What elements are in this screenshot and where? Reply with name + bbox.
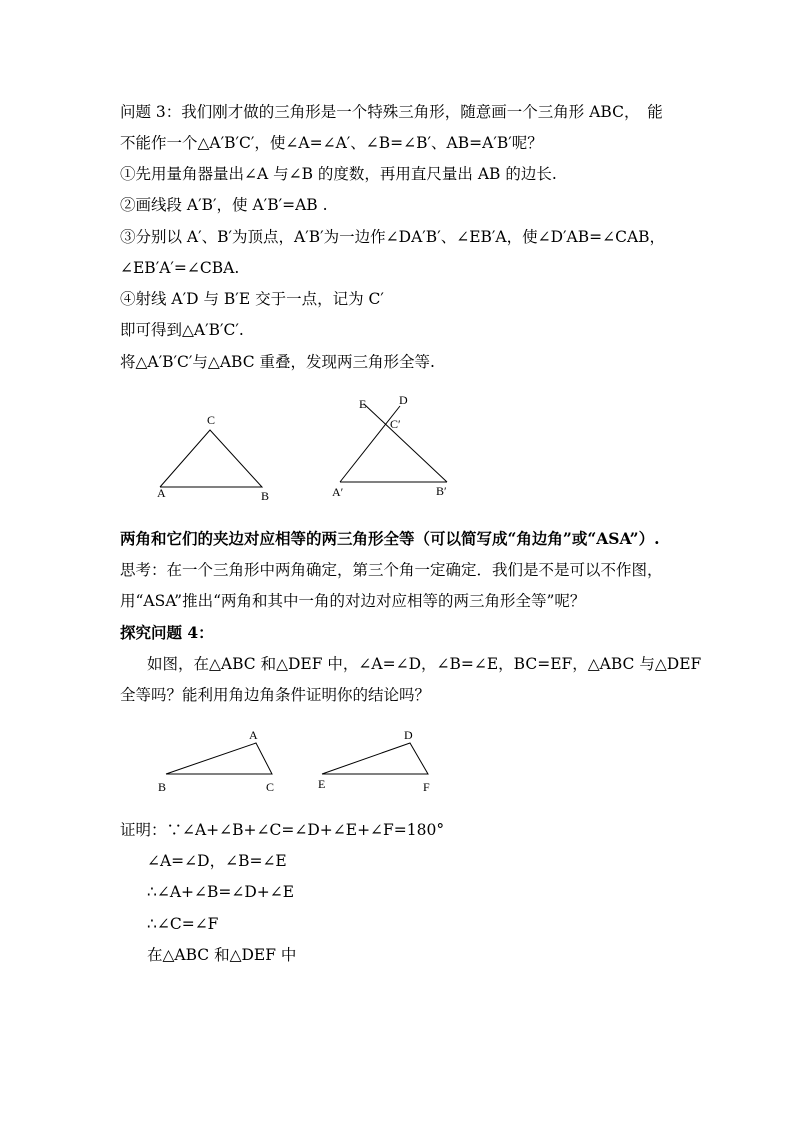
step-1: ①先用量角器量出∠A 与∠B 的度数，再用直尺量出 AB 的边长. bbox=[120, 165, 557, 183]
label-b-prime: B′ bbox=[436, 484, 447, 498]
label-e: E bbox=[359, 397, 367, 411]
proof-line5: 在△ABC 和△DEF 中 bbox=[147, 946, 297, 964]
problem3-line1: 问题 3：我们刚才做的三角形是一个特殊三角形，随意画一个三角形 ABC， 能 bbox=[120, 103, 663, 121]
think-line2: 用“ASA”推出“两角和其中一角的对边对应相等的两三角形全等”呢？ bbox=[120, 592, 586, 610]
problem4-heading: 探究问题 4： bbox=[120, 623, 214, 642]
problem4-question2: 全等吗？能利用角边角条件证明你的结论吗？ bbox=[120, 686, 431, 704]
label-c-prime: C′ bbox=[390, 417, 401, 431]
label-d: D bbox=[399, 393, 408, 407]
proof-line2: ∠A=∠D，∠B=∠E bbox=[147, 852, 287, 870]
step-3b: ∠EB′A′=∠CBA. bbox=[120, 259, 240, 277]
proof-line3: ∴∠A+∠B=∠D+∠E bbox=[147, 883, 295, 901]
step-4: ④射线 A′D 与 B′E 交于一点，记为 C′ bbox=[120, 290, 384, 308]
triangle-abc-figure2 bbox=[158, 728, 274, 794]
result-line: 即可得到△A′B′C′. bbox=[120, 321, 244, 339]
step-2: ②画线段 A′B′，使 A′B′=AB . bbox=[120, 196, 328, 214]
label-c: C bbox=[207, 413, 216, 427]
proof-line4: ∴∠C=∠F bbox=[147, 915, 219, 933]
label-e-2: E bbox=[318, 777, 326, 791]
problem4-question1: 如图，在△ABC 和△DEF 中，∠A=∠D，∠B=∠E，BC=EF，△ABC 与△DEF bbox=[147, 655, 702, 673]
label-f-2: F bbox=[423, 780, 430, 794]
triangle-abc-figure1 bbox=[157, 413, 269, 503]
proof-line1: 证明：∵∠A+∠B+∠C=∠D+∠E+∠F=180° bbox=[120, 821, 445, 839]
triangle-def-figure2 bbox=[318, 728, 430, 794]
label-c-2: C bbox=[266, 780, 275, 794]
problem3-line2: 不能作一个△A′B′C′，使∠A=∠A′、∠B=∠B′、AB=A′B′呢？ bbox=[120, 134, 543, 152]
step-3a: ③分别以 A′、B′为顶点，A′B′为一边作∠DA′B′、∠EB′A，使∠D′AB=∠CAB， bbox=[120, 228, 666, 246]
label-b-2: B bbox=[158, 780, 167, 794]
label-a: A bbox=[157, 486, 166, 500]
asa-theorem: 两角和它们的夹边对应相等的两三角形全等（可以简写成“角边角”或“ASA”）. bbox=[120, 529, 660, 548]
label-d-2: D bbox=[404, 728, 413, 742]
overlap-line: 将△A′B′C′与△ABC 重叠，发现两三角形全等. bbox=[120, 353, 435, 371]
label-a-prime: A′ bbox=[332, 485, 344, 499]
think-line1: 思考：在一个三角形中两角确定，第三个角一定确定．我们是不是可以不作图， bbox=[120, 561, 663, 579]
label-a-2: A bbox=[249, 728, 258, 742]
triangle-a1b1c1-figure1 bbox=[332, 393, 447, 499]
label-b: B bbox=[261, 489, 270, 503]
